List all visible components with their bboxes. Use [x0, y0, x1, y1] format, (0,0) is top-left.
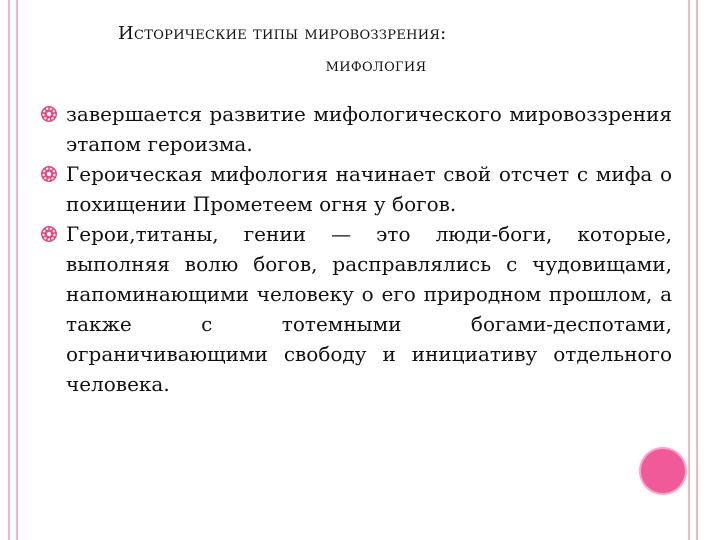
- gear-bullet-icon: [40, 225, 58, 243]
- bullet-text: Герои,титаны, гении — это люди-боги, которые, выполняя волю богов, расправлялись с чудовищами, напоминающими человеку о его природном прошлом, а также с тотемными богами-деспотами, ограничивающими свободу и инициативу отдельного человека.: [66, 222, 672, 396]
- list-item: [40, 159, 672, 219]
- decorative-circle: [641, 449, 685, 493]
- gear-bullet-icon: [40, 165, 58, 183]
- frame-line-right-inner: [688, 0, 690, 540]
- page-title: [60, 18, 660, 82]
- gear-bullet-icon: [40, 105, 58, 123]
- bullet-list: [40, 99, 672, 399]
- frame-line-left-inner: [16, 0, 18, 540]
- title-line-1: Исторические типы мировоззрения:: [118, 23, 447, 44]
- list-item: [40, 219, 672, 399]
- list-item: [40, 99, 672, 159]
- frame-line-right-outer: [696, 0, 698, 540]
- bullet-text: завершается развитие мифологического мировоззрения этапом героизма.: [66, 102, 672, 156]
- title-line-2: мифология: [325, 55, 427, 76]
- frame-line-left-outer: [8, 0, 10, 540]
- bullet-text: Героическая мифология начинает свой отсчет с мифа о похищении Прометеем огня у богов.: [66, 162, 672, 216]
